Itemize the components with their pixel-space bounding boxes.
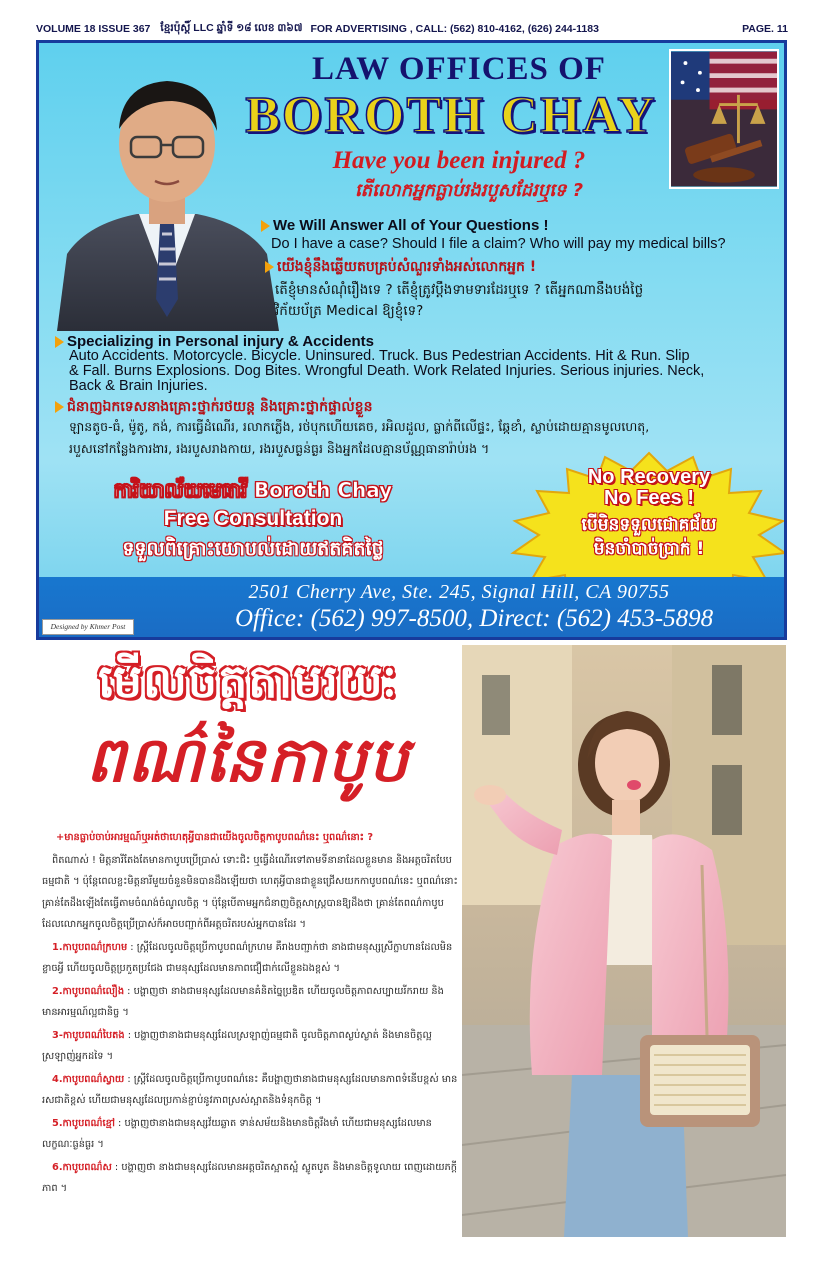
ad-title-line1: LAW OFFICES OF	[312, 51, 606, 87]
article-item	[42, 1025, 458, 1068]
article-intro: +មានធ្លាប់ចាប់អារម្មណ៍ឬអត់ថាហេតុអ្វីបានជាយើងចូលចិត្តកាបូបពណ៌នេះ ឬពណ៌នោះ ?	[56, 832, 374, 843]
article-title-line1: មើលចិត្តតាមរយៈ	[98, 654, 398, 708]
item-label: 2.កាបូបពណ៌លឿង	[52, 985, 125, 997]
ad-title-line2: BOROTH CHAY	[245, 87, 657, 144]
item-text: : ស្ត្រីដែលចូលចិត្តប្រើកាបូបពណ៌ក្រហម គឺរាងបញ្ជាក់ថា នាងជាមនុស្សស្រីក្លាហានដែលមិនខ្លាចអ្វី ហើយចូលចិត្តប្រកួតប្រជែង ជាមនុស្សដែលមានភាពជឿជាក់លើខ្លួនឯងខ្ពស់ ។	[42, 941, 453, 974]
no-fees-line: No Fees !	[603, 487, 695, 509]
free-consultation-khmer: ទទួលពិគ្រោះយោបល់ដោយឥតគិតថ្លៃ	[122, 538, 384, 560]
item-label: 4.កាបូបពណ៌ស្វាយ	[52, 1073, 125, 1085]
answer-body-khmer-line2: វិក័យប័ត្រ Medical ឱ្យខ្ញុំទេ?	[275, 303, 424, 319]
free-consultation: Free Consultation	[163, 507, 343, 530]
article-body	[42, 827, 458, 1201]
no-recovery-khmer	[539, 513, 759, 561]
item-label: 1.កាបូបពណ៌ក្រហម	[52, 941, 128, 953]
article-title-line2: ពណ៌នៃកាបូប	[86, 723, 410, 796]
no-recovery-line: No Recovery	[587, 466, 711, 488]
item-label: 5.កាបូបពណ៌ខ្មៅ	[52, 1117, 115, 1129]
article-item	[42, 1157, 458, 1200]
no-recovery-khmer-line2: មិនចាំបាច់ប្រាក់ !	[593, 539, 705, 559]
answer-body-khmer-line1: តើខ្ញុំមានសំណុំរឿងទេ ? តើខ្ញុំត្រូវប្តឹងទាមទារដែរឬទេ ? តើអ្នកណានឹងបង់ថ្លៃ	[275, 282, 644, 298]
office-name-khmer: ការិយាល័យមេធាវី Boroth Chay	[113, 478, 393, 502]
office-phones: Office: (562) 997-8500, Direct: (562) 453-5898	[234, 605, 714, 632]
answer-heading-khmer-text: យើងខ្ញុំនឹងឆ្លើយតបគ្រប់សំណួរទាំងអស់លោកអ្នក !	[277, 259, 537, 275]
specializing-khmer-line1: ឡានតូច-ធំ, ម៉ូតូ, កង់, ការធ្វើដំណើរ, រលាកភ្លើង, រថ់បុកហើយគេច, រអិលដួល, ធ្លាក់ពីលើផ្ទះ, ឆ្កែខាំ, ស្លាប់ដោយគ្មានមូលហេតុ,	[69, 419, 650, 434]
article	[38, 645, 458, 1237]
article-paragraph: ពិតណាស់ ! មិត្តនារីតែងតែមានកាបូបប្រើប្រាស់ ទោះជិះ ឬធ្វើដំណើរទៅតាមទីនានាដែលខ្លួនមាន និងអត្តចរិតបែបធម្មជាតិ ។ ប៉ុន្តែពេលខ្លះមិត្តនារីមួយចំនួនមិនបានដឹងឡើយថា ហេតុអ្វីបានជាខ្លួនជ្រើសយកកាបូបពណ៌នេះ ឬពណ៌នោះ គ្រាន់តែដឹងឡើងតែធ្វើតាមចំណង់ចំណូលចិត្ត ។ ប៉ុន្តែបើតាមអ្នកជំនាញចិត្តសាស្ត្របានឱ្យដឹងថា គ្រាន់តែពណ៌កាបូបដែលលោកអ្នកចូលចិត្តប្រើប្រាស់ក៏អាចបញ្ជាក់ពីអត្តចរិតរបស់អ្នកបានដែរ ។	[42, 854, 458, 930]
item-label: 6.កាបូបពណ៌ស	[52, 1161, 112, 1173]
specializing-khmer-line2: របួសនៅកន្លែងការងារ, រងរបួសរាងកាយ, រងរបួសធ្ងន់ធ្ងរ និងអ្នកដែលគ្មានប័ណ្ណធានារ៉ាប់រង ។	[69, 441, 490, 456]
injured-heading-khmer: តើលោកអ្នកធ្លាប់រងរបួសដែរឬទេ ?	[354, 180, 584, 201]
item-text: : បង្ហាញថា នាងជាមនុស្សដែលមានអត្តចរិតស្អាតស្អំ ស្លូតបូត និងមានចិត្តទូលាយ ពេញដោយភក្តីភាព ។	[42, 1161, 457, 1194]
no-recovery-text	[549, 467, 749, 509]
specializing-body	[69, 349, 787, 394]
specializing-line2: & Fall. Burns Explosions. Dog Bites. Wrongful Death. Work Related Injuries. Serious injuries. Neck,	[69, 363, 705, 379]
page-number: PAGE. 11	[742, 23, 788, 35]
designed-by-credit: Designed by Khmer Post	[42, 619, 134, 635]
article-item	[42, 937, 458, 980]
advertising-contact: FOR ADVERTISING , CALL: (562) 810-4162, (626) 244-1183	[310, 23, 599, 35]
answer-heading-text: We Will Answer All of Your Questions !	[273, 217, 549, 234]
masthead	[36, 18, 788, 40]
specializing-line3: Back & Brain Injuries.	[69, 378, 208, 394]
gavel-scales-image	[669, 49, 779, 189]
law-office-advertisement	[36, 40, 787, 640]
injured-heading: Have you been injured ?	[332, 147, 586, 174]
item-text: : បង្ហាញថា នាងជាមនុស្សដែលមានគំនិតច្នៃប្រឌិត ហើយចូលចិត្តភាពសប្បាយរីករាយ និងមានអារម្មណ៍ល្អជានិច្ច ។	[42, 985, 444, 1018]
publication-name: ខ្មែរប៉ុស្តិ៍ LLC ឆ្នាំទី ១៨ លេខ ៣៦៧	[160, 21, 303, 34]
specializing-heading-khmer-text: ជំនាញឯកទេសនាងគ្រោះថ្នាក់រថយន្ត និងគ្រោះថ្នាក់ផ្ទាល់ខ្លួន	[67, 399, 373, 415]
article-item	[42, 981, 458, 1024]
specializing-heading-text: Specializing in Personal injury & Accidents	[67, 333, 375, 350]
triangle-bullet-icon	[55, 336, 64, 348]
specializing-line1: Auto Accidents. Motorcycle. Bicycle. Uninsured. Truck. Bus Pedestrian Accidents. Hit & Run. Slip	[69, 348, 690, 364]
no-recovery-khmer-line1: បើមិនទទួលជោគជ័យ	[581, 515, 717, 535]
answer-heading	[261, 217, 548, 234]
item-text: : បង្ហាញថានាងជាមនុស្សវ័យឆ្លាត ទាន់សម័យនិងមានចិត្តរឹងមាំ ហើយជាមនុស្សដែលមានលក្ខណៈធ្ងន់ធ្ងរ ។	[42, 1117, 432, 1150]
specializing-heading-khmer	[55, 397, 372, 418]
triangle-bullet-icon	[261, 220, 270, 232]
item-label: 3-កាបូបពណ៌បៃតង	[52, 1029, 125, 1041]
answer-body: Do I have a case? Should I file a claim? Who will pay my medical bills?	[271, 236, 726, 252]
answer-heading-khmer	[265, 257, 536, 278]
volume-issue: VOLUME 18 ISSUE 367	[36, 23, 151, 35]
article-item	[42, 1113, 458, 1156]
office-address: 2501 Cherry Ave, Ste. 245, Signal Hill, CA 90755	[248, 581, 670, 603]
triangle-bullet-icon	[265, 261, 274, 273]
article-item	[42, 1069, 458, 1112]
item-text: : បង្ហាញថានាងជាមនុស្សដែលស្រឡាញ់ធម្មជាតិ ចូលចិត្តភាពស្ងប់ស្ងាត់ និងមានចិត្តល្អ ស្រឡាញ់អ្នកដទៃ ។	[42, 1029, 432, 1062]
triangle-bullet-icon	[55, 401, 64, 413]
item-text: : ស្ត្រីដែលចូលចិត្តប្រើកាបូបពណ៌នេះ គឺបង្ហាញថានាងជាមនុស្សដែលមានភាពទំនើបខ្ពស់ មានរសជាតិខ្ពស់ ហើយជាមនុស្សដែលប្រកាន់ខ្ជាប់នូវភាពស្រស់ស្អាតនិងទំនុកចិត្ត ។	[42, 1073, 458, 1106]
woman-with-handbag-photo	[462, 645, 786, 1237]
